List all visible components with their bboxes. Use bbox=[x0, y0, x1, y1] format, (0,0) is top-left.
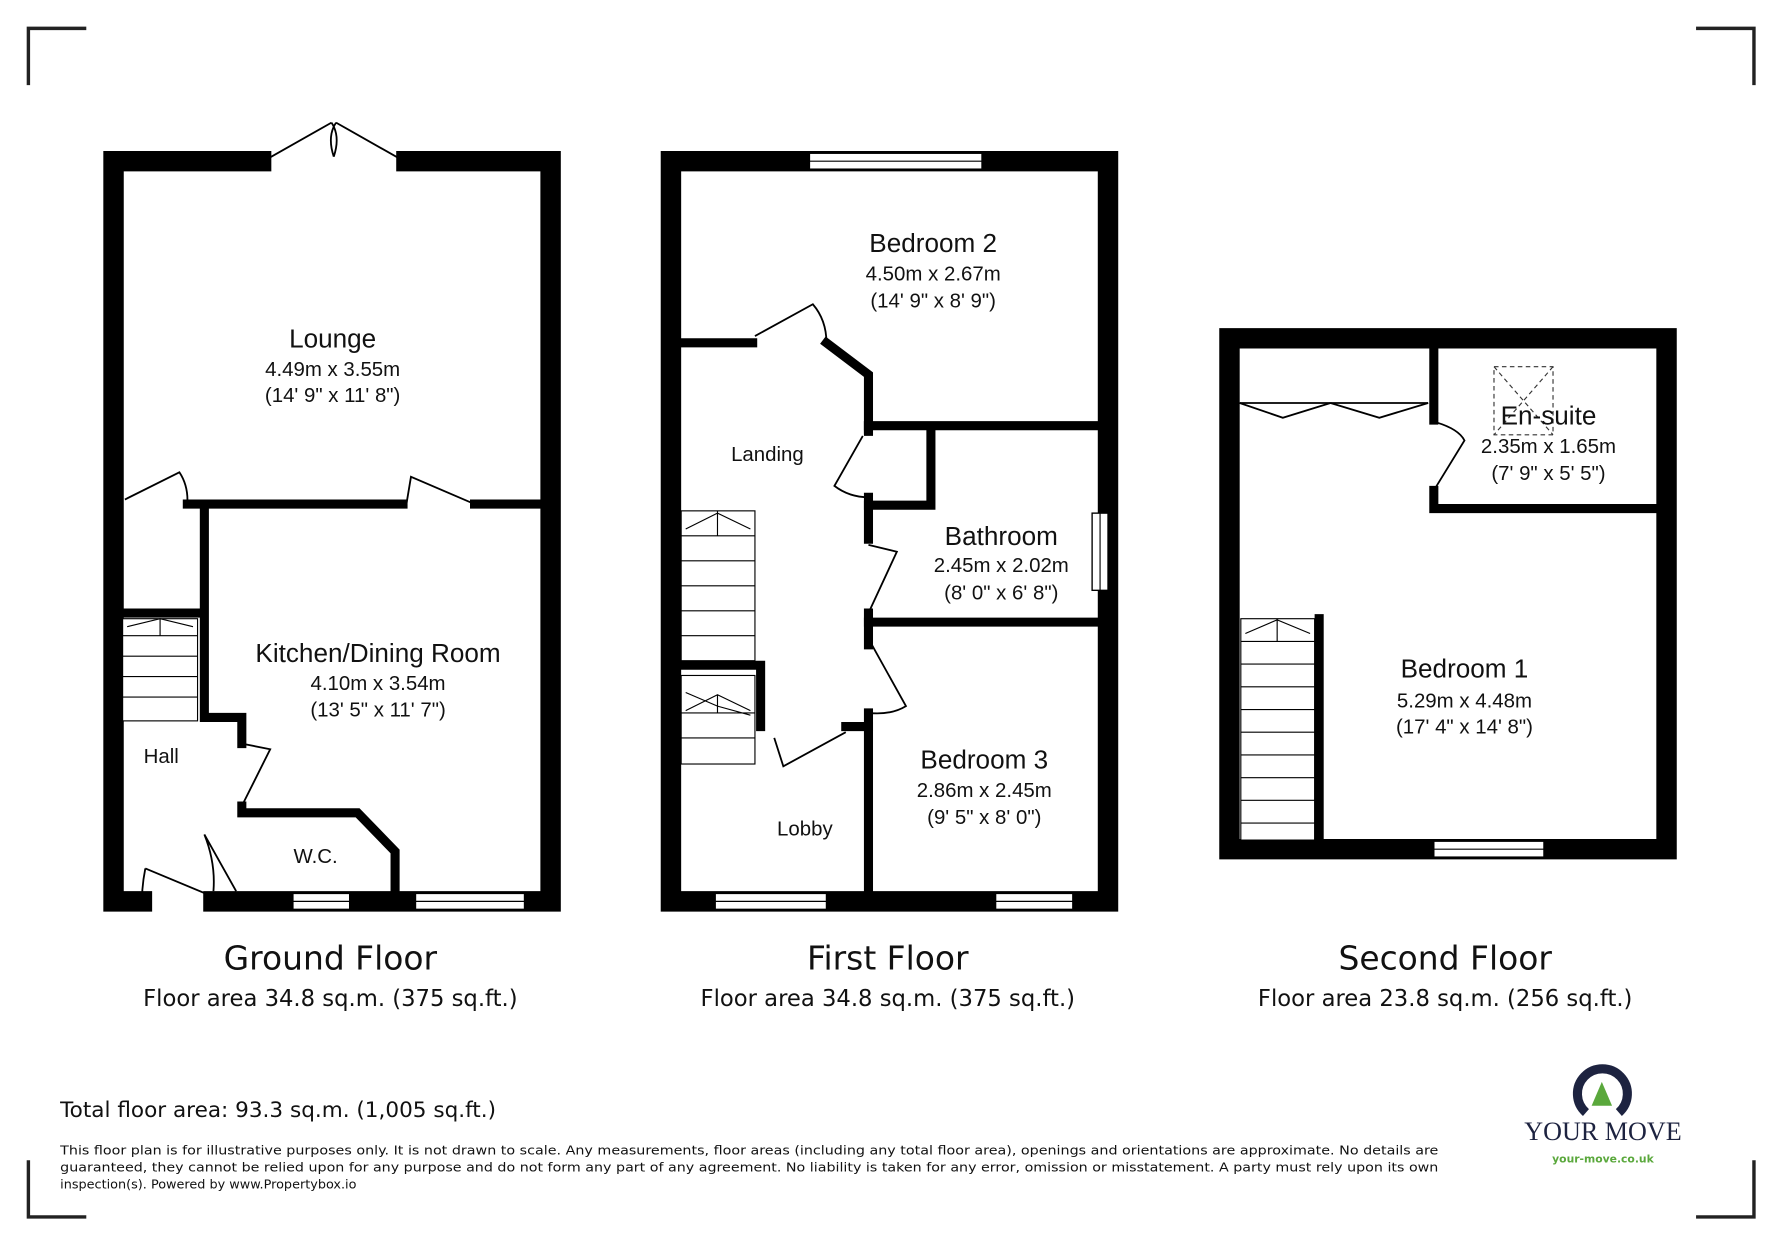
svg-text:your-move.co.uk: your-move.co.uk bbox=[1552, 1152, 1654, 1166]
room-imperial: (7' 9" x 5' 5") bbox=[1491, 463, 1606, 486]
your-move-logo bbox=[1524, 1069, 1681, 1166]
room-imperial: (9' 5" x 8' 0") bbox=[927, 807, 1042, 830]
first-floor-plan bbox=[671, 153, 1108, 1012]
floor-title: Ground Floor bbox=[223, 938, 438, 978]
floor-area: Floor area 34.8 sq.m. (375 sq.ft.) bbox=[143, 985, 518, 1012]
total-floor-area: Total floor area: 93.3 sq.m. (1,005 sq.ft.) bbox=[60, 1098, 497, 1124]
room-name: Kitchen/Dining Room bbox=[255, 637, 501, 668]
room-imperial: (14' 9" x 8' 9") bbox=[870, 290, 996, 313]
floor-title: First Floor bbox=[806, 938, 969, 978]
disclaimer bbox=[59, 1144, 1438, 1193]
room-imperial: (14' 9" x 11' 8") bbox=[264, 384, 401, 407]
room-name: Bathroom bbox=[944, 520, 1058, 551]
room-imperial: (8' 0" x 6' 8") bbox=[944, 582, 1059, 605]
ground-floor-plan bbox=[114, 123, 551, 1012]
room-name: Hall bbox=[143, 745, 179, 768]
room-imperial: (13' 5" x 11' 7") bbox=[310, 699, 446, 722]
room-imperial: (17' 4" x 14' 8") bbox=[1395, 716, 1533, 739]
room-name: Landing bbox=[731, 443, 804, 466]
svg-text:guaranteed, they cannot be rel: guaranteed, they cannot be relied upon for any purpose and do not form any part of any agreement. No liability is taken for any error, omission or misstatement. A party must rely upon its own bbox=[60, 1160, 1439, 1176]
svg-text:This floor plan is for illustr: This floor plan is for illustrative purposes only. It is not drawn to scale. Any measurements, floor areas (including any total floor area), openings and orientations are approximate. No details are bbox=[59, 1143, 1439, 1159]
room-name: W.C. bbox=[293, 845, 338, 868]
floor-area: Floor area 23.8 sq.m. (256 sq.ft.) bbox=[1257, 985, 1633, 1012]
room-metric: 2.45m x 2.02m bbox=[933, 555, 1069, 578]
room-metric: 2.35m x 1.65m bbox=[1480, 435, 1617, 458]
room-metric: 5.29m x 4.48m bbox=[1396, 690, 1533, 713]
room-name: Bedroom 2 bbox=[869, 228, 998, 259]
room-name: Lounge bbox=[289, 323, 377, 354]
floor-title: Second Floor bbox=[1338, 938, 1552, 978]
second-floor-plan bbox=[1229, 338, 1666, 1012]
room-name: Bedroom 1 bbox=[1400, 653, 1529, 684]
room-metric: 4.49m x 3.55m bbox=[265, 358, 401, 381]
svg-text:inspection(s). Powered by www.: inspection(s). Powered by www.Propertybox.io bbox=[60, 1177, 357, 1193]
room-name: Lobby bbox=[777, 818, 833, 841]
floor-area: Floor area 34.8 sq.m. (375 sq.ft.) bbox=[700, 985, 1076, 1012]
room-metric: 4.10m x 3.54m bbox=[310, 673, 446, 696]
room-name: En-suite bbox=[1500, 400, 1597, 431]
svg-text:YOUR MOVE: YOUR MOVE bbox=[1524, 1116, 1682, 1146]
room-metric: 2.86m x 2.45m bbox=[916, 779, 1052, 802]
room-name: Bedroom 3 bbox=[920, 744, 1049, 775]
room-metric: 4.50m x 2.67m bbox=[865, 263, 1001, 286]
